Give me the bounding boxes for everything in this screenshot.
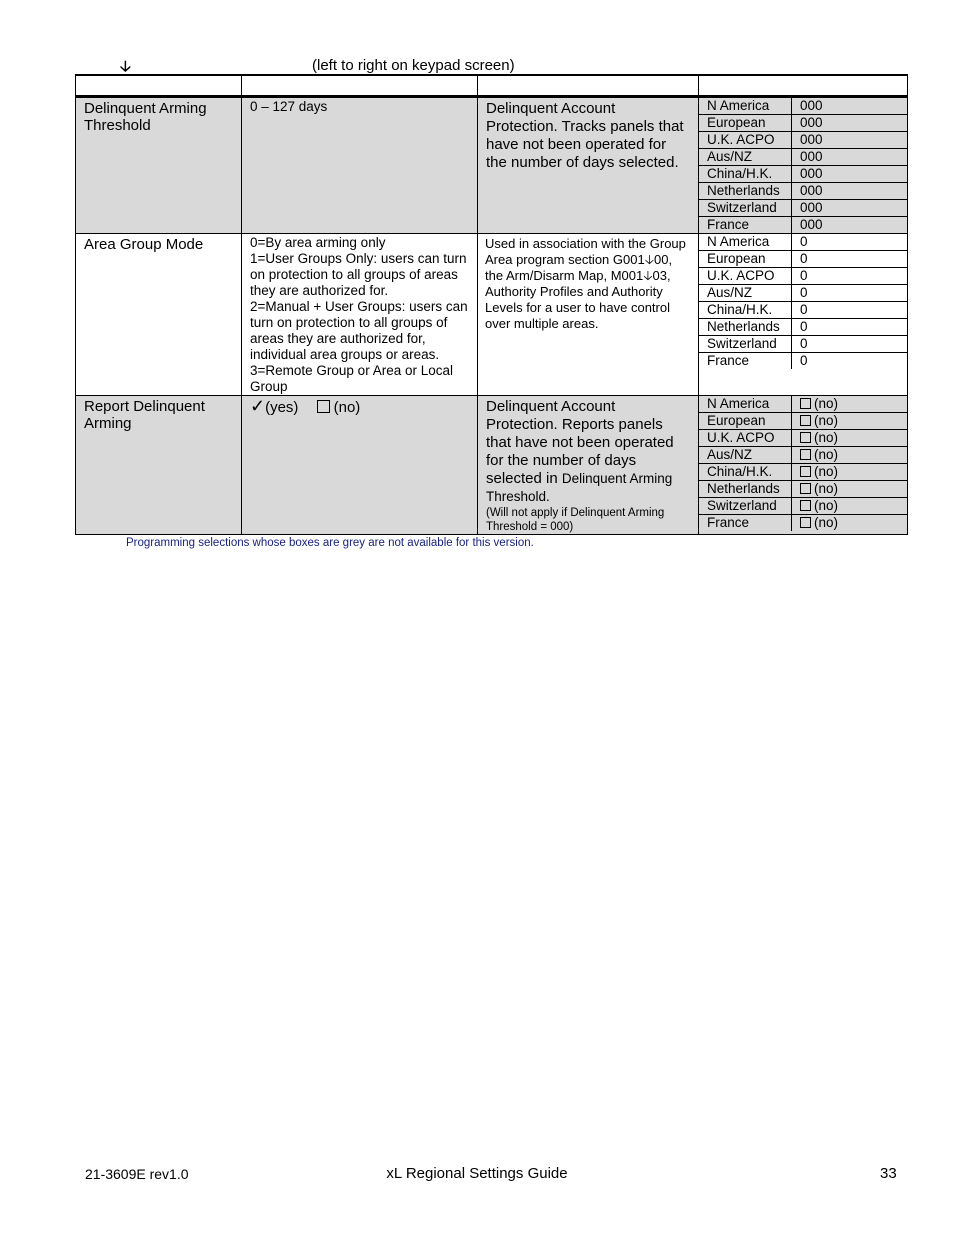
region-row (699, 166, 907, 183)
regional-defaults-cell (699, 234, 908, 396)
setting-options: 0 – 127 days (250, 99, 328, 114)
region-row (699, 234, 907, 251)
setting-name-cell (76, 234, 242, 396)
regional-defaults (699, 234, 907, 369)
setting-name: Report Delinquent Arming (84, 398, 205, 432)
region-value: 0 (792, 285, 908, 302)
region-name: U.K. ACPO (699, 268, 792, 285)
options-cell (242, 396, 478, 535)
description-reference: Delinquent Arming Threshold. (486, 471, 673, 504)
checkmark-icon: ✓ (250, 396, 266, 416)
regional-defaults (699, 396, 907, 531)
region-value: 000 (800, 217, 823, 232)
region-row (699, 200, 907, 217)
option-line: 2=Manual + User Groups: users can turn on protection to all groups of areas they are authorized for, individual area groups or areas. (250, 299, 468, 362)
region-row (699, 132, 907, 149)
region-value: 000 (792, 166, 908, 183)
description-note: (Will not apply if Delinquent Arming Threshold = 000) (486, 507, 665, 533)
region-value: 0 (792, 268, 908, 285)
region-name: European (699, 251, 792, 268)
header-cell (699, 75, 908, 97)
region-name: Switzerland (699, 336, 792, 353)
table-row (76, 234, 908, 396)
description-main: Delinquent Account Protection. Reports panels that have not been operated for the number of days selected in (486, 398, 674, 487)
region-row (699, 115, 907, 132)
region-value: (no) (792, 498, 908, 515)
region-name: Switzerland (699, 498, 792, 515)
option-line: 1=User Groups Only: users can turn on protection to all groups of areas they are authorized for. (250, 251, 467, 298)
region-row (699, 353, 907, 370)
options-cell (242, 97, 478, 234)
table-caption (0, 56, 954, 76)
checkbox-icon (800, 398, 811, 409)
availability-note: Programming selections whose boxes are grey are not available for this version. (126, 537, 534, 549)
header-cell (242, 75, 478, 97)
header-cell (478, 75, 699, 97)
checkbox-icon (800, 415, 811, 426)
region-row (699, 464, 907, 481)
setting-options (242, 234, 477, 395)
region-value: (no) (792, 447, 908, 464)
region-value: 0 (792, 336, 908, 353)
region-row (699, 251, 907, 268)
document-title: xL Regional Settings Guide (386, 1165, 568, 1182)
region-row (699, 413, 907, 430)
table-row (76, 97, 908, 234)
regional-defaults-cell (699, 396, 908, 535)
region-name: N America (699, 98, 792, 115)
setting-name-cell (76, 97, 242, 234)
setting-name: Delinquent Arming Threshold (84, 100, 207, 134)
setting-name: Area Group Mode (84, 236, 204, 253)
region-value: (no) (792, 430, 908, 447)
region-name: N America (699, 396, 792, 413)
header-cell (76, 75, 242, 97)
option-line: 0=By area arming only (250, 235, 386, 250)
region-row (699, 217, 907, 234)
setting-name-cell (76, 396, 242, 535)
region-row (699, 319, 907, 336)
region-row (699, 149, 907, 166)
region-name: U.K. ACPO (699, 430, 792, 447)
checkbox-icon (800, 449, 811, 460)
region-value: (no) (792, 396, 908, 413)
region-row (699, 302, 907, 319)
region-row (699, 396, 907, 413)
region-name: China/H.K. (699, 166, 792, 183)
down-arrow-icon: 🡣 (120, 58, 131, 75)
region-value: 000 (792, 200, 908, 217)
region-name: France (699, 217, 792, 234)
region-name: U.K. ACPO (699, 132, 792, 149)
region-name: Netherlands (699, 183, 792, 200)
setting-description: Used in association with the Group Area program section G001🡣00, the Arm/Disarm Map, M001🡣03, Authority Profiles and Authority Levels for a user to have control over multiple areas. (485, 236, 686, 331)
checkbox-icon (800, 500, 811, 511)
region-value: 000 (792, 183, 908, 200)
region-value: 0 (792, 251, 908, 268)
region-name: France (699, 515, 792, 532)
table-row (76, 396, 908, 535)
region-name: European (699, 413, 792, 430)
region-value: 0 (800, 353, 808, 368)
checkbox-icon (800, 517, 811, 528)
checkbox-icon (317, 400, 330, 413)
description-cell (478, 234, 699, 396)
region-name: China/H.K. (699, 464, 792, 481)
region-row (699, 98, 907, 115)
checkbox-icon (800, 432, 811, 443)
regional-defaults (699, 98, 907, 233)
setting-description (478, 396, 698, 534)
region-name: Netherlands (699, 319, 792, 336)
options-cell (242, 234, 478, 396)
region-value: (no) (792, 481, 908, 498)
region-value: 0 (792, 302, 908, 319)
region-row (699, 447, 907, 464)
region-value: 000 (792, 132, 908, 149)
region-value: 000 (792, 149, 908, 166)
option-no-label: (no) (333, 399, 361, 416)
region-name: Netherlands (699, 481, 792, 498)
region-name: Switzerland (699, 200, 792, 217)
region-row (699, 183, 907, 200)
region-row (699, 336, 907, 353)
region-value: 000 (792, 98, 908, 115)
region-value: (no) (792, 413, 908, 430)
region-value: 0 (792, 234, 908, 251)
region-value: (no) (792, 515, 908, 532)
yes-no-options (242, 396, 477, 416)
caption-text: (left to right on keypad screen) (312, 57, 515, 74)
region-row (699, 498, 907, 515)
region-value: 0 (792, 319, 908, 336)
description-cell (478, 396, 699, 535)
table-header-row (76, 75, 908, 97)
option-line: 3=Remote Group or Area or Local Group (250, 363, 453, 394)
regional-defaults-cell (699, 97, 908, 234)
region-row (699, 481, 907, 498)
region-row (699, 285, 907, 302)
region-name: France (699, 353, 792, 370)
region-name: European (699, 115, 792, 132)
description-cell (478, 97, 699, 234)
document-id: 21-3609E rev1.0 (85, 1166, 189, 1182)
region-name: Aus/NZ (699, 149, 792, 166)
option-yes-label: (yes) (265, 399, 299, 416)
region-value: (no) (792, 464, 908, 481)
page-number: 33 (880, 1165, 897, 1182)
checkbox-icon (800, 483, 811, 494)
region-name: N America (699, 234, 792, 251)
region-row (699, 515, 907, 532)
region-row (699, 268, 907, 285)
settings-table (75, 74, 908, 535)
region-row (699, 430, 907, 447)
region-name: Aus/NZ (699, 447, 792, 464)
region-name: Aus/NZ (699, 285, 792, 302)
setting-description: Delinquent Account Protection. Tracks panels that have not been operated for the number of days selected. (486, 100, 684, 171)
region-name: China/H.K. (699, 302, 792, 319)
checkbox-icon (800, 466, 811, 477)
region-value: 000 (792, 115, 908, 132)
